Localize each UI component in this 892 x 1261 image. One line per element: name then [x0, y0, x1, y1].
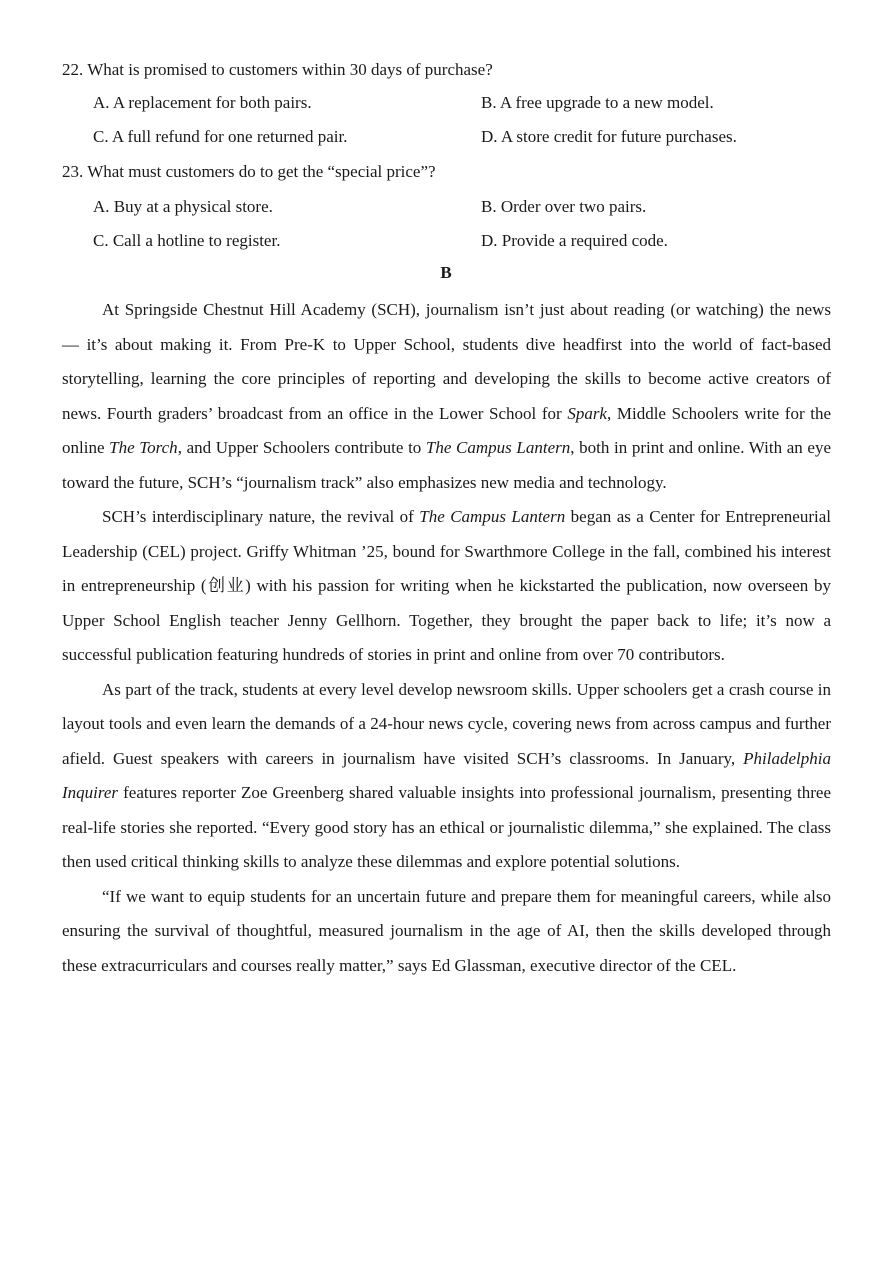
publication-campus-lantern: The Campus Lantern — [425, 438, 571, 457]
question-22-stem: 22. What is promised to customers within 30 days of purchase? — [62, 60, 493, 79]
p2-text-1: SCH’s interdisciplinary nature, the revival of — [102, 507, 420, 526]
publication-spark: Spark — [567, 403, 607, 423]
question-22-option-c: C. A full refund for one returned pair. — [93, 127, 348, 146]
publication-the-torch: The Torch — [109, 438, 178, 457]
question-22-option-d: D. A store credit for future purchases. — [481, 127, 737, 146]
question-23-stem: 23. What must customers do to get the “special price”? — [62, 162, 436, 181]
question-23-option-c: C. Call a hotline to register. — [93, 231, 281, 250]
publication-campus-lantern: The Campus Lantern — [419, 507, 566, 526]
reading-passage — [62, 293, 831, 983]
p1-text-3: , and Upper Schoolers contribute to — [177, 438, 426, 457]
p2-text-2: began as a Center for Entrepreneurial Leadership (CEL) project. Griffy Whitman ’25, bound for Swarthmore College in the fall, combined his interest in entrepreneurship (创业) with his passion for writing when he kickstarted the publication, now overseen by Upper School English teacher Jenny Gellhorn. Together, they brought the paper back to life; it’s now a successful publication featuring hundreds of stories in print and online from over 70 contributors. — [62, 507, 831, 664]
p1-text-4: , both in print and online. With an eye toward the future, SCH’s “journalism track” also emphasizes new media and technology. — [62, 438, 831, 492]
passage-paragraph-4 — [62, 880, 831, 984]
section-heading: B — [440, 263, 452, 282]
question-22-option-a: A. A replacement for both pairs. — [93, 93, 312, 112]
passage-paragraph-3 — [62, 673, 831, 880]
p1-text-1: At Springside Chestnut Hill Academy (SCH), journalism isn’t just about reading (or watching) the news — it’s about making it. From Pre-K to Upper School, students dive headfirst into the world of fact-based storytelling, learning the core principles of reporting and developing the skills to become active creators of news. Fourth graders’ broadcast from an office in the Lower School for — [62, 300, 831, 423]
p3-text-2: features reporter Zoe Greenberg shared valuable insights into professional journalism, presenting three real-life stories she reported. “Every good story has an ethical or journalistic dilemma,” she explained. The class then used critical thinking skills to analyze these dilemmas and explore potential solutions. — [62, 783, 831, 871]
publication-philadelphia-inquirer: Philadelphia Inquirer — [62, 748, 831, 802]
p1-text-2: , Middle Schoolers write for the online — [62, 403, 831, 457]
p4-text-1: “If we want to equip students for an uncertain future and prepare them for meaningful careers, while also ensuring the survival of thoughtful, measured journalism in the age of AI, then the skills developed through these extracurriculars and courses really matter,” says Ed Glassman, executive director of the CEL. — [62, 886, 831, 975]
passage-paragraph-2 — [62, 500, 831, 673]
p3-text-1: As part of the track, students at every level develop newsroom skills. Upper schoolers get a crash course in layout tools and even learn the demands of a 24-hour news cycle, covering news from across campus and further afield. Guest speakers with careers in journalism have visited SCH’s classrooms. In January, — [62, 679, 831, 768]
passage-paragraph-1 — [62, 293, 831, 500]
question-23-option-a: A. Buy at a physical store. — [93, 197, 273, 216]
question-23-option-b: B. Order over two pairs. — [481, 197, 647, 216]
question-23-option-d: D. Provide a required code. — [481, 231, 668, 250]
question-22-option-b: B. A free upgrade to a new model. — [481, 93, 714, 112]
